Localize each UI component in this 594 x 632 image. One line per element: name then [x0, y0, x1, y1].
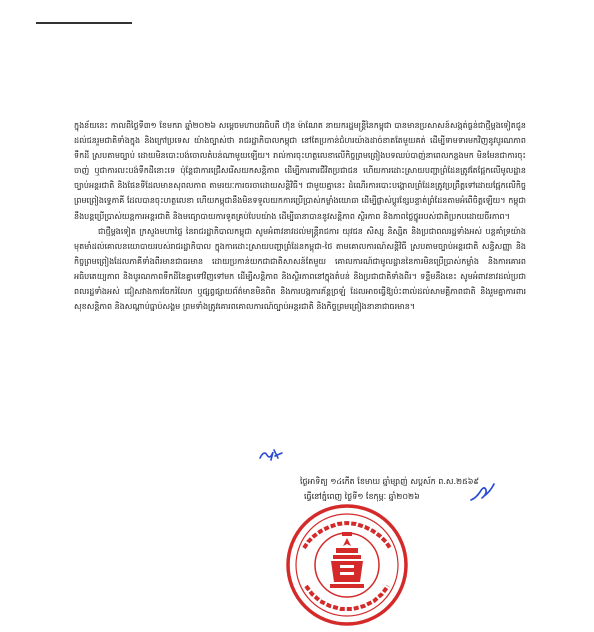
paragraph-1: ក្នុងន័យនេះ កាលពីថ្ងៃទី៣១ ខែមករា ឆ្នាំ២០២៦ សម្តេចមហាបវរធិបតី ហ៊ុន ម៉ាណែត នាយករដ្ឋមន្ត្រីនៃកម្ពុជា បានមានប្រសាសន៍សង្កត់ធ្ងន់ជាថ្មីម្តងទៀតជូនដល់ជនរួមជាតិទាំងក្នុង និងក្រៅប្រទេស យ៉ាងច្បាស់ថា រាជរដ្ឋាភិបាលកម្ពុជា នៅតែប្រកាន់ជំហរយ៉ាងដាច់ខាតតែមួយគត់ ដើម្បីទាមទារមកវិញនូវបូរណភាពទឹកដី ស្របតាមច្បាប់ ដោយមិនបោះបង់ចោលតំបន់ណាមួយឡើយ។ រាល់ការចុះហត្ថលេខាលើកិច្ចព្រមព្រៀងបទឈប់បាញ់នាពេលកន្លងមក មិនមែនជាការចុះចាញ់ ឬជាការលះបង់ទឹកដីនោះទេ ប៉ុន្តែជាការជ្រើសរើសយកសន្តិភាព ដើម្បីការពារជីវិតប្រជាជន ហើយការដោះស្រាយបញ្ហាព្រំដែនត្រូវតែផ្អែកលើមូលដ្ឋានច្បាប់អន្តរជាតិ និងផែនទីដែលមានសុពលភាព តាមរយៈការចរចាដោយសន្តិវិធី។ ជាមួយគ្នានេះ ដំណើរការបោះបង្គោលព្រំដែនត្រូវប្រព្រឹត្តទៅដោយផ្អែកលើកិច្ចព្រមព្រៀងទ្វេភាគី ដែលបានចុះហត្ថលេខា ហើយកម្ពុជានឹងមិនទទួលយកការប្រើប្រាស់កម្លាំងយោធា ដើម្បីផ្លាស់ប្តូរខ្សែបន្ទាត់ព្រំដែនតាមអំពើចិត្តឡើយ។ កម្ពុជានឹងបន្តប្រើប្រាស់យន្តការអន្តរជាតិ និងមធ្យោបាយការទូតគ្រប់បែបយ៉ាង ដើម្បីធានាបាននូវសន្តិភាព ស្ថិរភាព និងភាពថ្លៃថ្នូររបស់ជាតិប្រកបដោយចីរភាព។ [74, 121, 526, 221]
letter-body [74, 118, 526, 314]
top-divider [36, 22, 132, 24]
paragraph-2: ជាថ្មីម្តងទៀត ក្រសួងមហាផ្ទៃ នៃរាជរដ្ឋាភិបាលកម្ពុជា សូមអំពាវនាវដល់មន្ត្រីរាជការ យុវជន សិស្ស និស្សិត និងប្រជាពលរដ្ឋទាំងអស់ បន្តគាំទ្រយ៉ាងមុតមាំដល់គោលនយោបាយរបស់រាជរដ្ឋាភិបាល ក្នុងការដោះស្រាយបញ្ហាព្រំដែនកម្ពុជា-ថៃ តាមគោលការណ៍សន្តិវិធី ស្របតាមច្បាប់អន្តរជាតិ សន្ធិសញ្ញា និងកិច្ចព្រមព្រៀងដែលភាគីទាំងពីរមានជាធរមាន ដោយប្រកាន់យកជាជាតិសាសន៍តែមួយ គោលការណ៍ជាមូលដ្ឋាននៃការមិនប្រើប្រាស់កម្លាំង និងការគោរពអធិបតេយ្យភាព និងបូរណភាពទឹកដីនៃគ្នាទៅវិញទៅមក ដើម្បីសន្តិភាព និងស្ថិរភាពនៅក្នុងតំបន់ និងប្រជាជាតិទាំងពីរ។ ទន្ទឹមនឹងនេះ សូមអំពាវនាវដល់ប្រជាពលរដ្ឋទាំងអស់ ជៀសវាងការចែករំលែក ឬផ្សព្វផ្សាយព័ត៌មានមិនពិត និងការបង្កការភ័ន្តច្រឡំ ដែលអាចធ្វើឱ្យប៉ះពាល់ដល់សាមគ្គីភាពជាតិ និងរួមគ្នាការពារសុខសន្តិភាព និងសណ្តាប់ធ្នាប់សង្គម ព្រមទាំងត្រូវគោរពគោលការណ៍ច្បាប់អន្តរជាតិ និងកិច្ចព្រមព្រៀងនានាជាធរមាន។ [74, 226, 526, 312]
official-seal-icon [284, 502, 410, 628]
initial-mark-icon [258, 446, 284, 462]
date-block [300, 474, 550, 504]
lunar-date-line: ថ្ងៃអាទិត្យ ១៤កើត ខែមាឃ ឆ្នាំម្សាញ់ សប្តស័ក ព.ស.២៥៦៩ [300, 477, 480, 486]
signature-icon [468, 482, 496, 504]
place-date-line: ធ្វើនៅភ្នំពេញ ថ្ងៃទី១ ខែកុម្ភៈ ឆ្នាំ២០២៦ [304, 492, 420, 501]
